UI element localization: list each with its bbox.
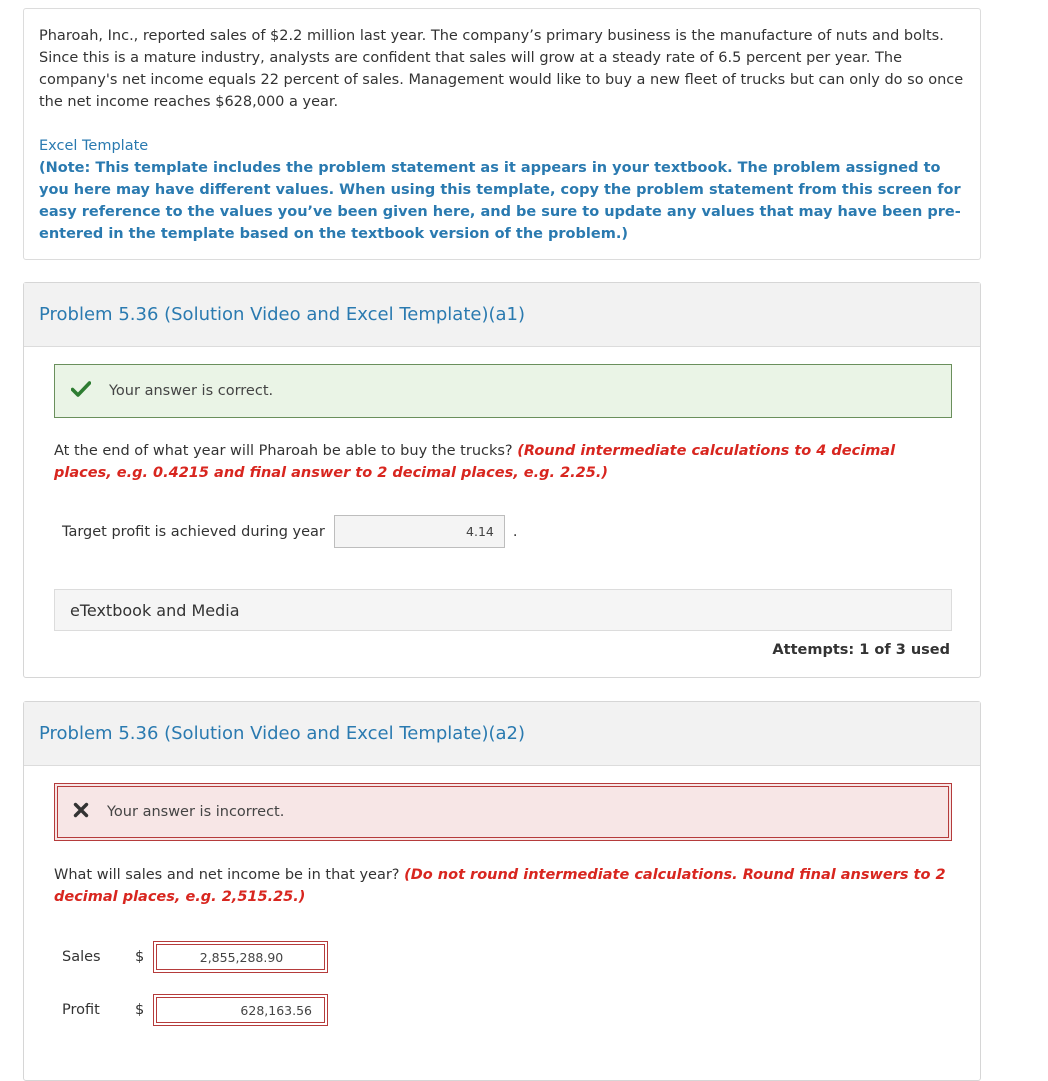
profit-row [62, 994, 328, 1026]
sales-currency: $ [135, 949, 145, 965]
a2-question-hint: (Do not round intermediate calculations. Round final answers to 2 decimal places, e.g. 2,515.25.) [54, 867, 946, 905]
part-a2-card [23, 701, 981, 1081]
sales-input[interactable] [153, 941, 328, 973]
profit-input[interactable] [153, 994, 328, 1026]
sales-row [62, 941, 328, 973]
target-year-input[interactable] [334, 515, 505, 548]
part-a1-title: Problem 5.36 (Solution Video and Excel Template)(a1) [39, 304, 526, 325]
target-year-label: Target profit is achieved during year [62, 523, 325, 540]
profit-currency: $ [135, 1002, 145, 1018]
part-a2-header [24, 702, 980, 766]
correct-status-text: Your answer is correct. [109, 383, 274, 399]
part-a1-card [23, 282, 981, 678]
sales-label: Sales [62, 949, 101, 965]
profit-label: Profit [62, 1002, 100, 1018]
a2-question [54, 864, 954, 908]
problem-statement: Pharoah, Inc., reported sales of $2.2 million last year. The company’s primary business is the manufacture of nuts and bolts. Since this is a mature industry, analysts are confident that sales will grow at a steady rate of 6.5 percent per year. The company's net income equals 22 percent of sales. Management would like to buy a new fleet of trucks but can only do so once the net income reaches $628,000 a year. [39, 28, 964, 110]
a1-question-text: At the end of what year will Pharoah be able to buy the trucks? [54, 443, 513, 459]
incorrect-status-banner [54, 783, 952, 841]
a1-question [54, 440, 954, 484]
part-a1-header [24, 283, 980, 347]
incorrect-status-text: Your answer is incorrect. [107, 804, 285, 820]
a1-question-hint: (Round intermediate calculations to 4 decimal places, e.g. 0.4215 and final answer to 2 decimal places, e.g. 2.25.) [54, 443, 896, 481]
part-a2-title: Problem 5.36 (Solution Video and Excel Template)(a2) [39, 723, 526, 744]
a1-answer-row [62, 515, 517, 548]
a2-question-text: What will sales and net income be in that year? [54, 867, 400, 883]
attempts-counter: Attempts: 1 of 3 used [772, 642, 950, 658]
excel-template-link[interactable]: Excel Template [39, 138, 149, 154]
correct-status-banner [54, 364, 952, 418]
checkmark-icon [71, 381, 91, 401]
cross-icon [73, 802, 89, 822]
problem-intro-card [23, 8, 981, 260]
template-note: (Note: This template includes the problem statement as it appears in your textbook. The problem assigned to you here may have different values. When using this template, copy the problem statement from this screen for easy reference to the values you’ve been given here, and be sure to update any values that may have been pre-entered in the template based on the textbook version of the problem.) [39, 160, 961, 242]
etextbook-media-bar[interactable]: eTextbook and Media [54, 589, 952, 631]
target-year-suffix: . [512, 523, 518, 540]
